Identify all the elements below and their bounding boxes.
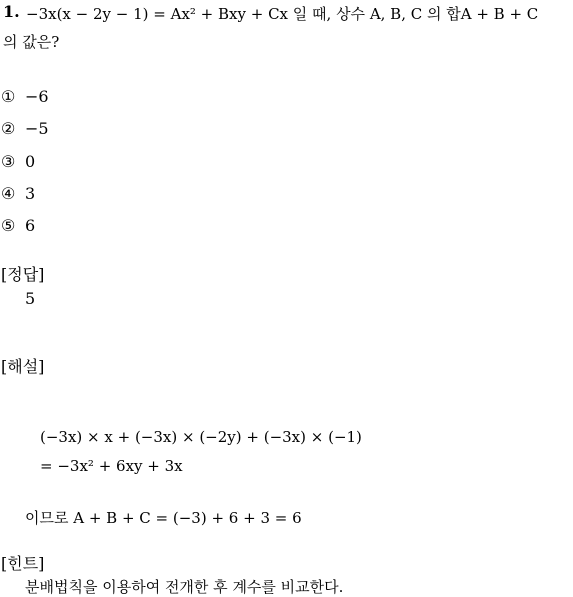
choice-value: −6 <box>25 87 49 106</box>
choice-value: 6 <box>25 216 36 235</box>
choice-value: −5 <box>25 119 49 138</box>
choice-4[interactable] <box>1 184 35 203</box>
question-stem-line-2: 의 값은? <box>3 33 60 51</box>
explanation-heading: [해설] <box>1 357 45 376</box>
choice-mark: ④ <box>1 184 16 203</box>
question <box>3 2 20 21</box>
choice-mark: ⑤ <box>1 216 16 235</box>
choice-3[interactable] <box>1 152 35 171</box>
choice-1[interactable] <box>1 87 49 106</box>
choice-mark: ② <box>1 119 16 138</box>
choice-value: 0 <box>25 152 36 171</box>
question-stem-text: −3x(x − 2y − 1) = Ax² + Bxy + Cx 일 때, 상수 A, B, C 의 합A + B + C <box>26 5 539 23</box>
explanation-line-1: (−3x) × x + (−3x) × (−2y) + (−3x) × (−1) <box>40 428 362 446</box>
question-stem-line-1 <box>26 3 538 24</box>
choice-value: 3 <box>25 184 36 203</box>
hint-heading: [힌트] <box>1 554 45 573</box>
explanation-line-2: = −3x² + 6xy + 3x <box>40 457 183 475</box>
choice-2[interactable] <box>1 119 49 138</box>
question-number: 1. <box>3 2 20 21</box>
answer-heading: [정답] <box>1 265 45 284</box>
answer-value: 5 <box>25 289 36 308</box>
hint-text: 분배법칙을 이용하여 전개한 후 계수를 비교한다. <box>25 578 344 596</box>
choice-mark: ① <box>1 87 16 106</box>
choice-5[interactable] <box>1 216 35 235</box>
explanation-line-3: 이므로 A + B + C = (−3) + 6 + 3 = 6 <box>25 509 302 527</box>
choice-mark: ③ <box>1 152 16 171</box>
